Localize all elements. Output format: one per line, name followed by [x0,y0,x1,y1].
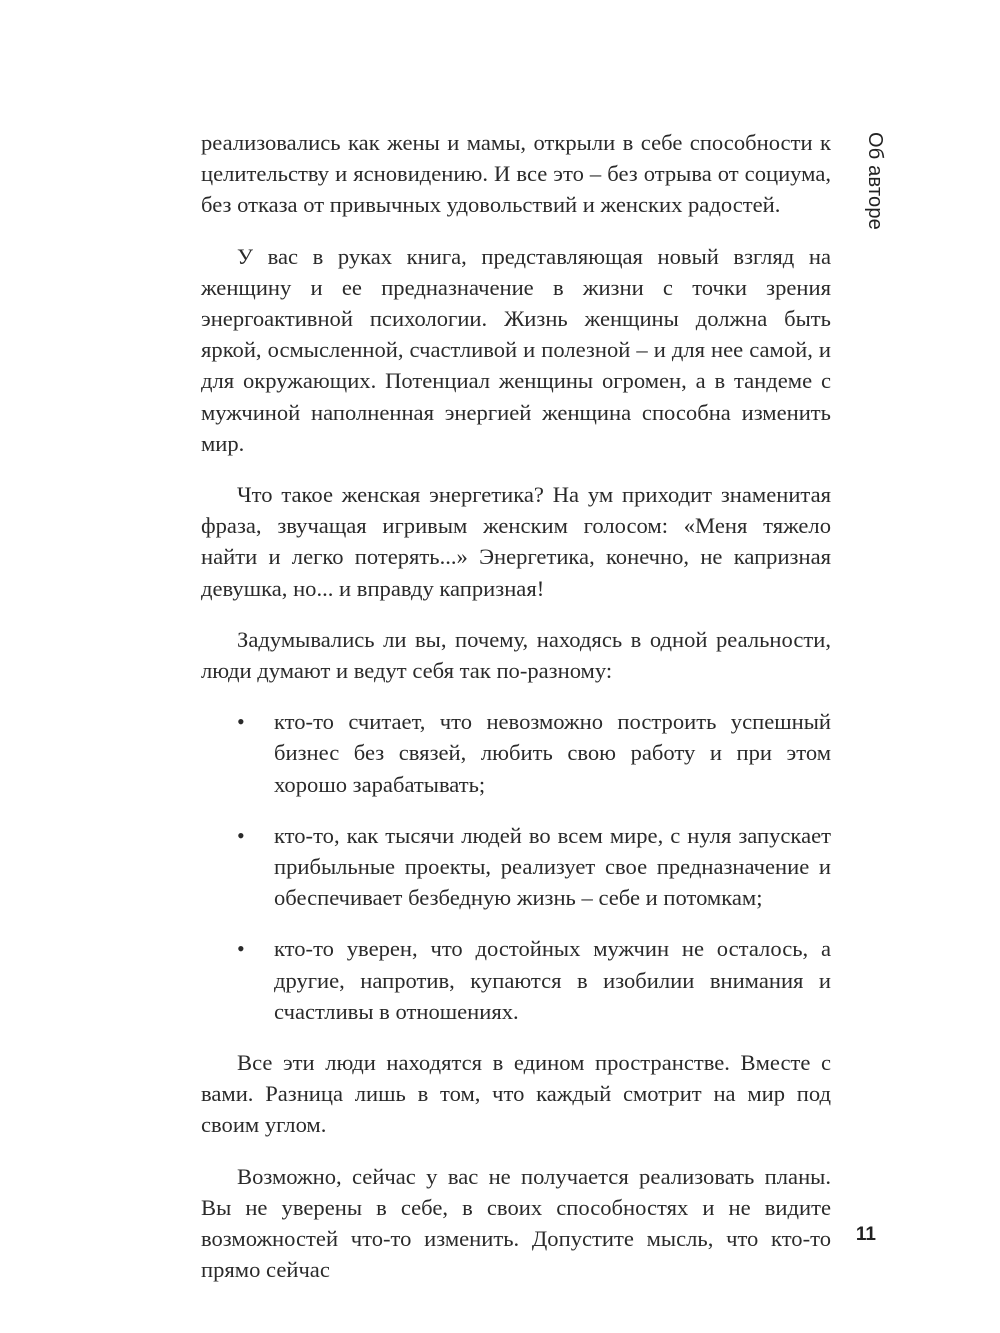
bullet-item-3 [201,933,831,1027]
bullet-icon: • [237,709,245,735]
paragraph-6: Возможно, сейчас у вас не получается реализовать планы. Вы не уверены в себе, в своих способностях и не видите возможностей что-то изменить. Допустите мысль, что кто-то прямо сейчас [201,1163,831,1283]
bullet-list [201,706,831,1027]
bullet-icon: • [237,822,245,848]
bullet-text-1: кто-то считает, что невозможно построить успешный бизнес без связей, любить свою работу и при этом хорошо зарабатывать; [274,709,831,797]
paragraph-5: Все эти люди находятся в едином пространстве. Вместе с вами. Разница лишь в том, что каждый смотрит на мир под своим углом. [201,1050,831,1138]
bullet-text-3: кто-то уверен, что достойных мужчин не осталось, а другие, напротив, купаются в изобилии внимания и счастливы в отношениях. [274,936,831,1024]
bullet-text-2: кто-то, как тысячи людей во всем мире, с нуля запускает прибыльные проекты, реализует свое предназначение и обеспечивает безбедную жизнь – себе и потомкам; [274,822,831,911]
paragraph-2: У вас в руках книга, представляющая новый взгляд на женщину и ее предназначение в жизни с точки зрения энергоактивной психологии. Жизнь женщины должна быть яркой, осмысленной, счастливой и полезной – и для нее самой, и для окружающих. Потенциал женщины огромен, а в тандеме с мужчиной наполненная энергией женщина способна изменить мир. [201,243,831,456]
running-head-text: Об авторе [864,132,886,230]
bullet-item-2 [201,820,831,914]
page-number: 11 [855,1224,876,1245]
paragraph-1: реализовались как жены и мамы, открыли в себе способности к целительству и ясновидению. И все это – без отрыва от социума, без отказа от привычных удовольствий и женских радостей. [201,130,831,218]
bullet-item-1 [201,706,831,800]
paragraph-3: Что такое женская энергетика? На ум приходит знаменитая фраза, звучащая игривым женским голосом: «Меня тяжело найти и легко потерять...» Энергетика, конечно, не капризная девушка, но... и вправду капризная! [201,482,831,601]
body-text [201,127,831,1306]
bullet-icon: • [237,936,245,962]
paragraph-4: Задумывались ли вы, почему, находясь в одной реальности, люди думают и ведут себя так по-разному: [201,626,831,684]
running-head [828,132,908,230]
